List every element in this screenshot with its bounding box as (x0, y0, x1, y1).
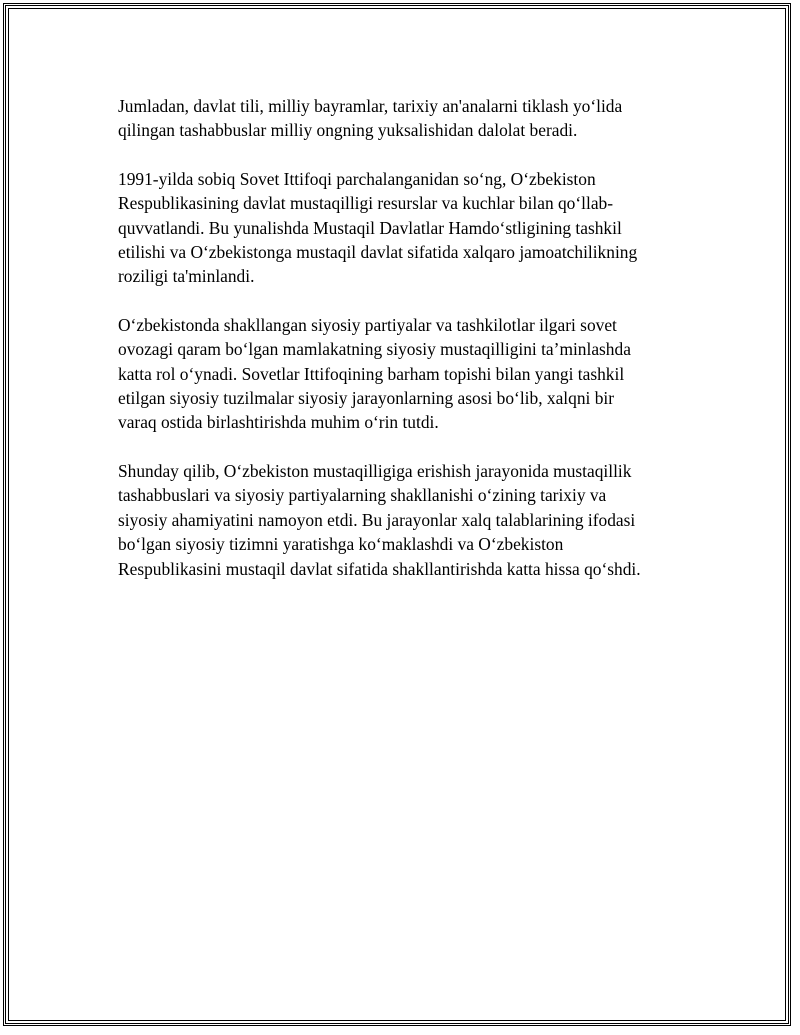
paragraph-line: Shunday qilib, O‘zbekiston mustaqilligiga erishish jarayonida mustaqillik (118, 460, 632, 481)
paragraph-line: etilgan siyosiy tuzilmalar siyosiy jarayonlarning asosi bo‘lib, xalqni bir (118, 388, 615, 409)
paragraph-line: tashabbuslari va siyosiy partiyalarning shakllanishi o‘zining tarixiy va (118, 485, 607, 506)
paragraph-line: katta rol o‘ynadi. Sovetlar Ittifoqining barham topishi bilan yangi tashkil (118, 363, 625, 384)
paragraph-line: etilishi va O‘zbekistonga mustaqil davlat sifatida xalqaro jamoatchilikning (118, 242, 638, 263)
paragraph-line: O‘zbekistonda shakllangan siyosiy partiyalar va tashkilotlar ilgari sovet (118, 314, 617, 335)
paragraph-line: ovozagi qaram bo‘lgan mamlakatning siyosiy mustaqilligini ta’minlashda (118, 339, 631, 360)
paragraph-line: quvvatlandi. Bu yunalishda Mustaqil Davlatlar Hamdo‘stligining tashkil (118, 217, 622, 238)
paragraph-line: qilingan tashabbuslar milliy ongning yuksalishidan dalolat beradi. (118, 120, 578, 141)
paragraph-line: roziligi ta'minlandi. (118, 266, 255, 287)
paragraph-1 (118, 94, 678, 143)
paragraph-3 (118, 313, 678, 435)
paragraph-line: Respublikasini mustaqil davlat sifatida shakllantirishda katta hissa qo‘shdi. (118, 558, 641, 579)
paragraph-line: Respublikasining davlat mustaqilligi resurslar va kuchlar bilan qo‘llab- (118, 193, 614, 214)
paragraph-line: bo‘lgan siyosiy tizimni yaratishga ko‘maklashdi va O‘zbekiston (118, 534, 564, 555)
paragraph-line: siyosiy ahamiyatini namoyon etdi. Bu jarayonlar xalq talablarining ifodasi (118, 509, 636, 530)
document-body (118, 94, 678, 605)
paragraph-4 (118, 459, 678, 581)
paragraph-line: Jumladan, davlat tili, milliy bayramlar, tarixiy an'analarni tiklash yo‘lida (118, 96, 623, 116)
paragraph-2 (118, 167, 678, 289)
paragraph-line: varaq ostida birlashtirishda muhim o‘rin tutdi. (118, 412, 439, 433)
paragraph-line: 1991-yilda sobiq Sovet Ittifoqi parchalanganidan so‘ng, O‘zbekiston (118, 168, 596, 189)
